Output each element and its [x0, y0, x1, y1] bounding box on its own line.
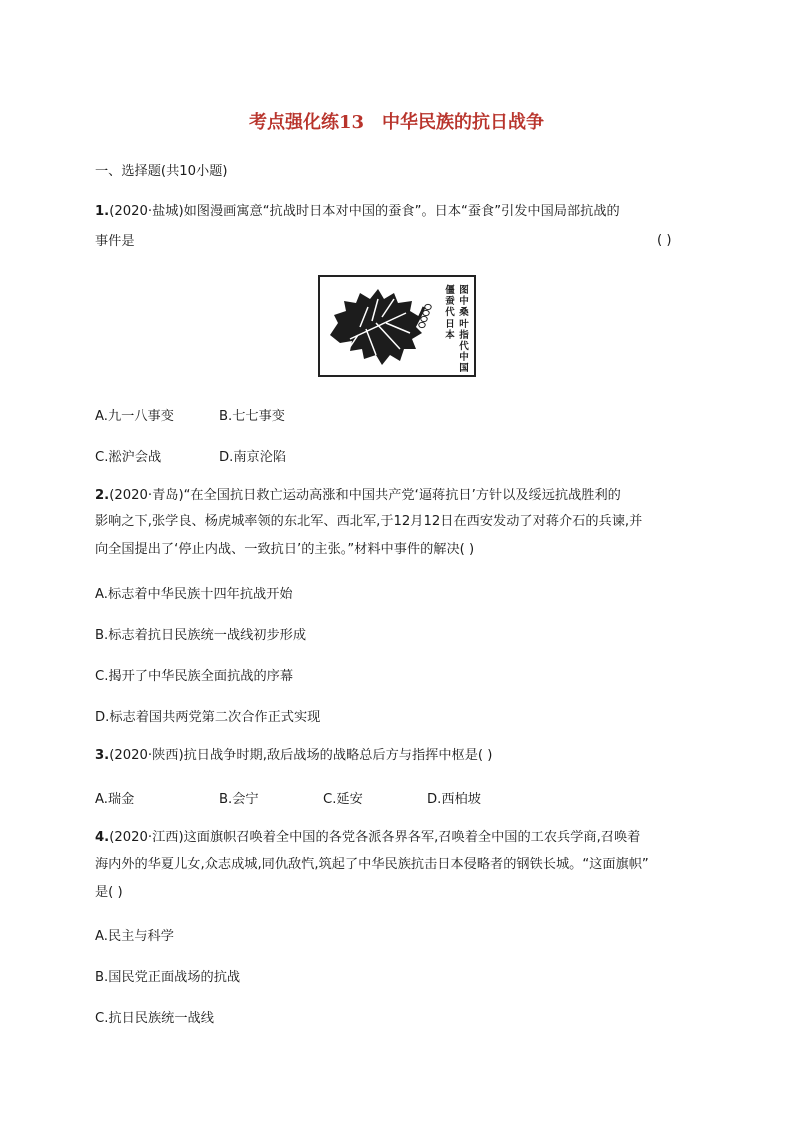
question-2-option-c: C.揭开了中华民族全面抗战的序幕: [95, 669, 294, 684]
question-4-line-3: 是( ): [95, 885, 123, 900]
figure-caption-column-2: 僵蚕代日本: [445, 285, 455, 341]
question-4-option-b: B.国民党正面战场的抗战: [95, 970, 241, 985]
cartoon-figure: [318, 275, 476, 377]
question-4-line-2: 海内外的华夏儿女,众志成城,同仇敌忾,筑起了中华民族抗击日本侵略者的钢铁长城。“这面旗帜”: [95, 857, 649, 872]
question-3-number: 3.: [95, 748, 110, 763]
question-2-option-b: B.标志着抗日民族统一战线初步形成: [95, 628, 307, 643]
question-1-option-a: A.九一八事变: [95, 409, 174, 424]
question-3-option-d: D.西柏坡: [427, 792, 481, 807]
question-1-answer-blank: ( ): [657, 233, 672, 248]
question-2-line-1: 2.(2020·青岛)“在全国抗日救亡运动高涨和中国共产党‘逼蒋抗日’方针以及绥远抗战胜利的: [95, 488, 621, 503]
question-2-option-a: A.标志着中华民族十四年抗战开始: [95, 587, 293, 602]
question-1-option-c: C.淞沪会战: [95, 450, 162, 465]
question-4-option-a: A.民主与科学: [95, 929, 174, 944]
question-2-option-d: D.标志着国共两党第二次合作正式实现: [95, 710, 321, 725]
question-3-option-a: A.瑞金: [95, 792, 135, 807]
question-4-option-c: C.抗日民族统一战线: [95, 1011, 214, 1026]
question-1-option-b: B.七七事变: [219, 409, 285, 424]
question-3-line-1: 3.(2020·陕西)抗日战争时期,敌后战场的战略总后方与指挥中枢是( ): [95, 748, 493, 763]
question-1-option-d: D.南京沦陷: [219, 450, 287, 465]
section-heading: 一、选择题(共10小题): [95, 164, 228, 179]
question-2-line-3: 向全国提出了‘停止内战、一致抗日’的主张。”材料中事件的解决( ): [95, 542, 475, 557]
question-1-line-2: 事件是: [95, 234, 135, 249]
page-title: 考点强化练13 中华民族的抗日战争: [248, 112, 545, 133]
question-2-line-2: 影响之下,张学良、杨虎城率领的东北军、西北军,于12月12日在西安发动了对蒋介石的兵谏,并: [95, 514, 643, 529]
question-2-number: 2.: [95, 488, 110, 503]
question-3-option-c: C.延安: [323, 792, 363, 807]
question-3-option-b: B.会宁: [219, 792, 259, 807]
figure-caption-column-1: 图中桑叶指代中国: [459, 285, 469, 375]
question-1-number: 1.: [95, 204, 110, 219]
question-4-number: 4.: [95, 830, 110, 845]
question-4-line-1: 4.(2020·江西)这面旗帜召唤着全中国的各党各派各界各军,召唤着全中国的工农兵学商,召唤着: [95, 830, 641, 845]
question-1-line-1: 1.(2020·盐城)如图漫画寓意“抗战时日本对中国的蚕食”。日本“蚕食”引发中国局部抗战的: [95, 204, 620, 219]
